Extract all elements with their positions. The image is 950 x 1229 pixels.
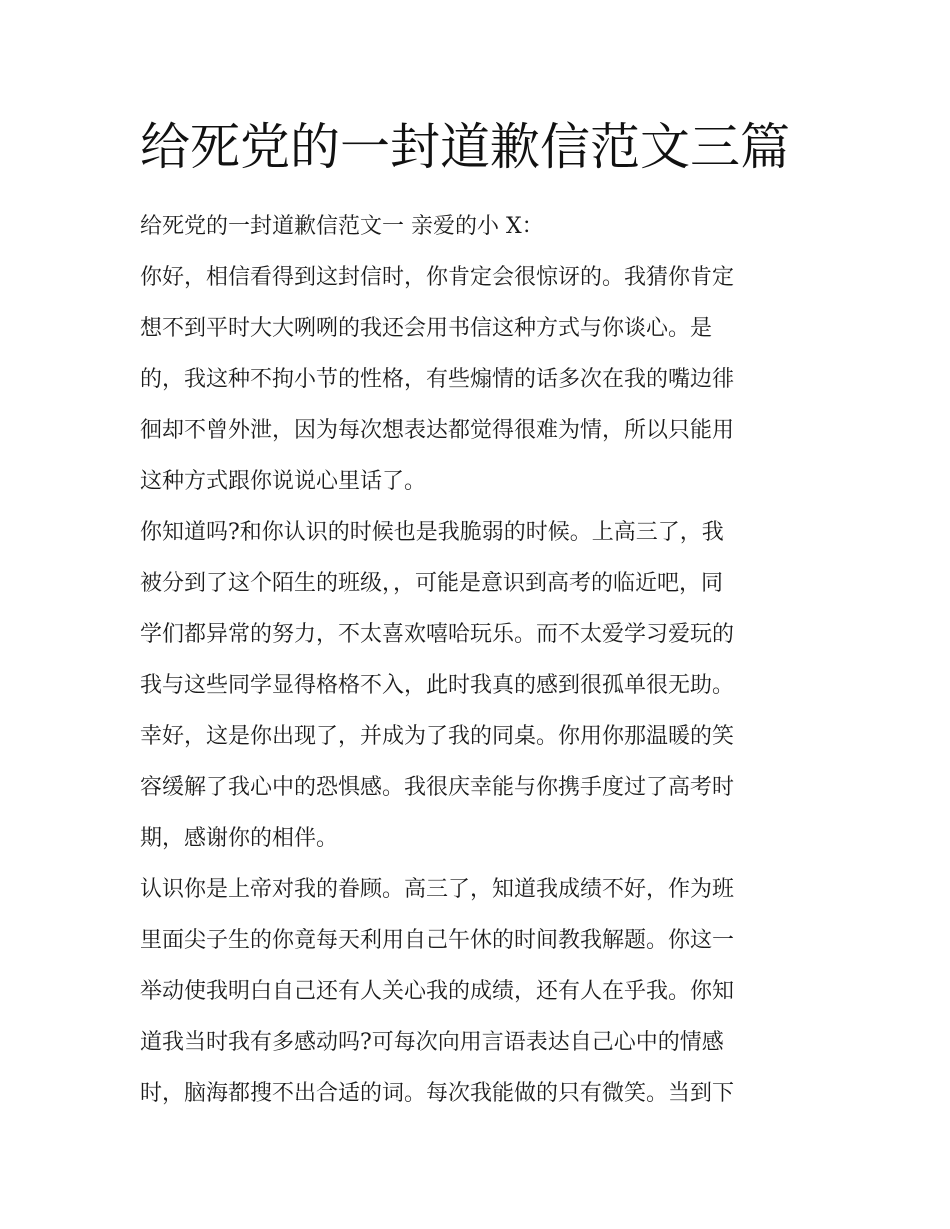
body-line: 你好，相信看得到这封信时，你肯定会很惊讶的。我猜你肯定 [140, 265, 735, 290]
body-line: 我与这些同学显得格格不入，此时我真的感到很孤单很无助。 [140, 673, 735, 698]
body-line: 里面尖子生的你竟每天利用自己午休的时间教我解题。你这一 [140, 928, 735, 953]
body-line: 被分到了这个陌生的班级，，可能是意识到高考的临近吧，同 [140, 571, 724, 596]
body-line: 期，感谢你的相伴。 [140, 826, 339, 851]
body-line: 这种方式跟你说说心里话了。 [140, 469, 427, 494]
body-line: 容缓解了我心中的恐惧感。我很庆幸能与你携手度过了高考时 [140, 775, 735, 800]
greeting-line: 给死党的一封道歉信范文一 亲爱的小 X： [140, 214, 544, 239]
body-line: 认识你是上帝对我的眷顾。高三了，知道我成绩不好，作为班 [140, 877, 735, 902]
body-line: 的，我这种不拘小节的性格，有些煽情的话多次在我的嘴边徘 [140, 367, 735, 392]
body-line: 时，脑海都搜不出合适的词。每次我能做的只有微笑。当到下 [140, 1081, 735, 1106]
body-line: 举动使我明白自己还有人关心我的成绩，还有人在乎我。你知 [140, 979, 735, 1004]
body-line: 你知道吗?和你认识的时候也是我脆弱的时候。上高三了，我 [140, 520, 724, 545]
body-line: 幸好，这是你出现了，并成为了我的同桌。你用你那温暖的笑 [140, 724, 735, 749]
document-body [140, 201, 812, 1119]
body-line: 徊却不曾外泄，因为每次想表达都觉得很难为情，所以只能用 [140, 418, 735, 443]
body-line: 想不到平时大大咧咧的我还会用书信这种方式与你谈心。是 [140, 316, 713, 341]
body-line: 学们都异常的努力，不太喜欢嘻哈玩乐。而不太爱学习爱玩的 [140, 622, 735, 647]
body-line: 道我当时我有多感动吗?可每次向用言语表达自己心中的情感 [140, 1030, 724, 1055]
page-title: 给死党的一封道歉信范文三篇 [140, 118, 790, 176]
